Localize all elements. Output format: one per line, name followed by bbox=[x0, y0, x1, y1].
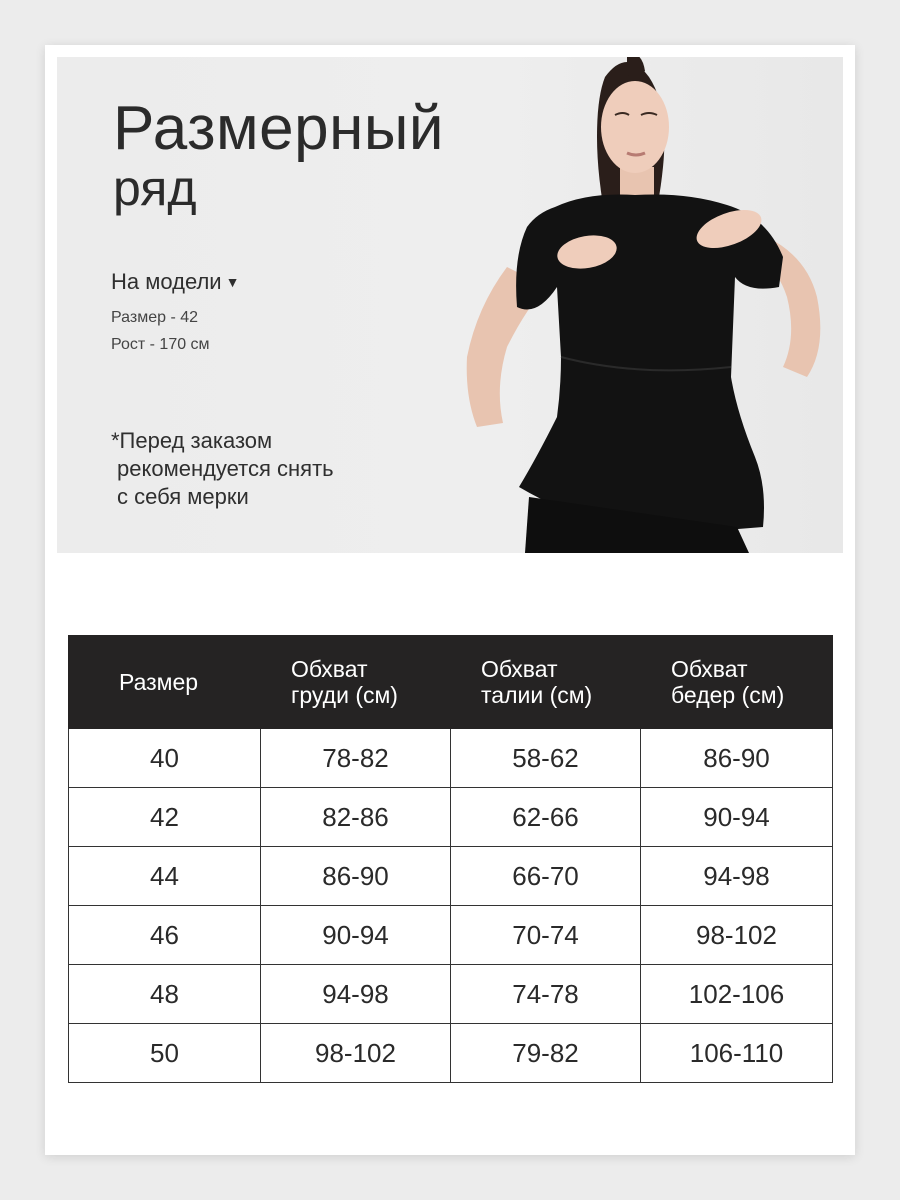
cell-size: 50 bbox=[69, 1024, 261, 1083]
cell-hips: 94-98 bbox=[641, 847, 833, 906]
note-line-2: рекомендуется снять bbox=[117, 456, 334, 481]
size-chart-card bbox=[45, 45, 855, 1155]
cell-hips: 90-94 bbox=[641, 788, 833, 847]
cell-waist: 66-70 bbox=[451, 847, 641, 906]
cell-size: 44 bbox=[69, 847, 261, 906]
hero-banner bbox=[57, 57, 843, 553]
cell-size: 48 bbox=[69, 965, 261, 1024]
cell-chest: 94-98 bbox=[261, 965, 451, 1024]
header-waist: Обхват талии (см) bbox=[451, 636, 641, 729]
cell-chest: 82-86 bbox=[261, 788, 451, 847]
page-title: Размерный bbox=[113, 94, 445, 163]
table-header-row bbox=[69, 636, 833, 729]
model-label-text: На модели bbox=[111, 269, 222, 294]
cell-waist: 62-66 bbox=[451, 788, 641, 847]
table-row bbox=[69, 906, 833, 965]
cell-hips: 102-106 bbox=[641, 965, 833, 1024]
cell-waist: 58-62 bbox=[451, 729, 641, 788]
cell-chest: 86-90 bbox=[261, 847, 451, 906]
header-size: Размер bbox=[69, 636, 261, 729]
size-table bbox=[68, 635, 833, 1083]
cell-chest: 90-94 bbox=[261, 906, 451, 965]
measurement-note bbox=[111, 427, 441, 511]
note-line-1: *Перед заказом bbox=[111, 428, 273, 453]
header-hips: Обхват бедер (см) bbox=[641, 636, 833, 729]
table-row bbox=[69, 847, 833, 906]
cell-hips: 86-90 bbox=[641, 729, 833, 788]
model-size: Размер - 42 bbox=[111, 309, 199, 326]
page-subtitle: ряд bbox=[113, 160, 197, 216]
cell-size: 46 bbox=[69, 906, 261, 965]
cell-size: 42 bbox=[69, 788, 261, 847]
cell-hips: 98-102 bbox=[641, 906, 833, 965]
cell-waist: 79-82 bbox=[451, 1024, 641, 1083]
header-chest: Обхват груди (см) bbox=[261, 636, 451, 729]
model-photo bbox=[437, 57, 843, 553]
cell-waist: 70-74 bbox=[451, 906, 641, 965]
table-row bbox=[69, 965, 833, 1024]
cell-chest: 78-82 bbox=[261, 729, 451, 788]
cell-waist: 74-78 bbox=[451, 965, 641, 1024]
caret-down-icon: ▼ bbox=[225, 274, 240, 290]
cell-chest: 98-102 bbox=[261, 1024, 451, 1083]
table-row bbox=[69, 1024, 833, 1083]
note-line-3: с себя мерки bbox=[117, 484, 249, 509]
table-row bbox=[69, 729, 833, 788]
cell-hips: 106-110 bbox=[641, 1024, 833, 1083]
cell-size: 40 bbox=[69, 729, 261, 788]
table-row bbox=[69, 788, 833, 847]
model-info-toggle[interactable] bbox=[111, 269, 239, 295]
model-height: Рост - 170 см bbox=[111, 336, 210, 353]
